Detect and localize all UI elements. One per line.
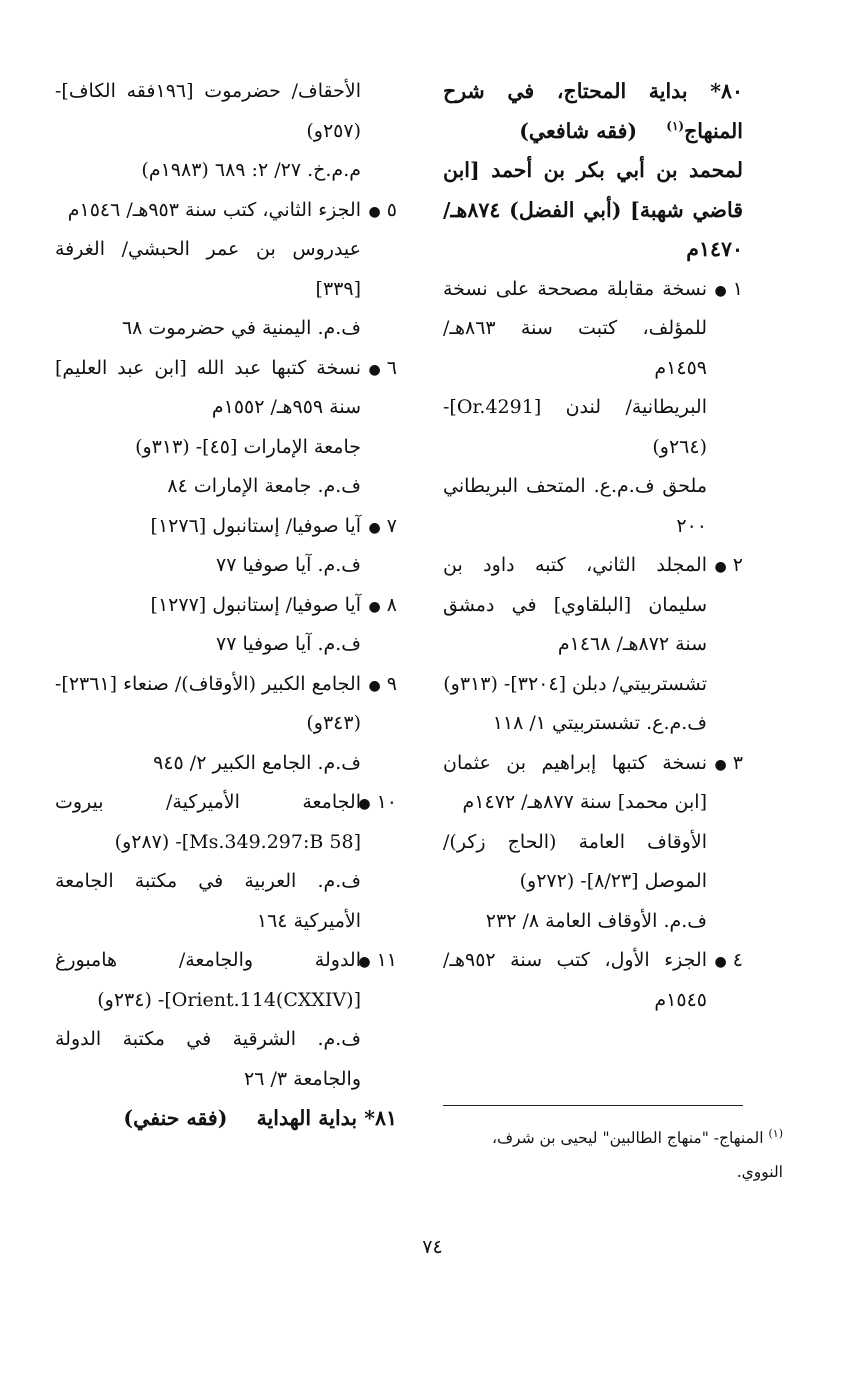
- item-catalogue-ref: ف.م. آيا صوفيا ٧٧: [216, 633, 361, 655]
- entry-81-subject: (فقه حنفي): [123, 1106, 228, 1130]
- item-description: الجزء الأول، كتب سنة ٩٥٢هـ/ ١٥٤٥م: [443, 949, 707, 1011]
- continued-location: الأحقاف/ حضرموت [١٩٦فقه الكاف]- (٢٥٧و): [55, 80, 361, 142]
- footnote: [443, 1117, 783, 1189]
- item-number: ٥ ●: [368, 198, 397, 221]
- item-location: البريطانية/ لندن [Or.4291]- (٢٦٤و): [443, 396, 707, 458]
- item-catalogue-ref: ف.م. الأوقاف العامة ٨/ ٢٣٢: [485, 909, 707, 932]
- bullet-icon: ●: [368, 519, 381, 536]
- item-number: ١٠ ●: [358, 791, 397, 813]
- item-description: نسخة كتبها إبراهيم بن عثمان [ابن محمد] سنة ٨٧٧هـ/ ١٤٧٢م: [443, 751, 707, 813]
- item-description: المجلد الثاني، كتبه داود بن سليمان [البلقاوي] في دمشق سنة ٨٧٢هـ/ ١٤٦٨م: [443, 554, 707, 655]
- bullet-icon: ●: [714, 756, 727, 773]
- item-catalogue-ref: ف.م. العربية في مكتبة الجامعة الأميركية ١٦٤: [55, 870, 361, 932]
- item-number: ٦ ●: [368, 356, 397, 379]
- item-catalogue-ref: ف.م. الشرقية في مكتبة الدولة والجامعة ٣/ ٢٦: [55, 1028, 361, 1090]
- item-catalogue-ref: ف.م. آيا صوفيا ٧٧: [216, 554, 361, 576]
- item-location: عيدروس بن عمر الحبشي/ الغرفة [٣٣٩]: [55, 238, 361, 300]
- manuscript-item-10: [55, 783, 397, 941]
- manuscript-item-2: [443, 546, 743, 744]
- item-number: ١١ ●: [358, 949, 397, 971]
- item-description: نسخة مقابلة مصححة على نسخة للمؤلف، كتبت سنة ٨٦٣هـ/ ١٤٥٩م: [443, 277, 707, 379]
- continued-catalogue-ref: م.م.خ. ٢٧/ ٢: ٦٨٩ (١٩٨٣م): [141, 159, 361, 181]
- item-catalogue-ref: ف.م. اليمنية في حضرموت ٦٨: [121, 317, 361, 339]
- footnote-divider: [443, 1105, 743, 1106]
- entry-81-heading: [55, 1099, 397, 1139]
- item-location: الدولة والجامعة/ هامبورغ [Orient.114(CXXIV)]- (٢٣٤و): [55, 949, 361, 1011]
- entry-81-title: ٨١* بداية الهداية: [256, 1106, 397, 1130]
- bullet-icon: ●: [714, 954, 727, 970]
- bullet-icon: ●: [714, 559, 727, 575]
- item-catalogue-ref: ف.م. الجامع الكبير ٢/ ٩٤٥: [153, 751, 361, 774]
- item-location: الجامع الكبير (الأوقاف)/ صنعاء [٢٣٦١]- (٣٤٣و): [54, 672, 361, 734]
- item-number: ٣ ●: [714, 751, 743, 774]
- bullet-icon: ●: [358, 796, 371, 812]
- page-number: ٧٤: [422, 1236, 443, 1258]
- manuscript-item-11: [55, 941, 397, 1099]
- item-number: ٩ ●: [368, 672, 397, 695]
- manuscript-item-8: [55, 586, 397, 665]
- manuscript-item-1: [443, 270, 743, 547]
- item-number: ٨ ●: [368, 593, 397, 616]
- item-number: ٧ ●: [368, 514, 397, 537]
- item-location: آيا صوفيا/ إستانبول [١٢٧٦]: [150, 514, 361, 537]
- entry-80-heading: [443, 72, 743, 151]
- manuscript-item-4: [443, 941, 743, 1020]
- footnote-mark: (١): [768, 1127, 783, 1140]
- item-catalogue-ref: ف.م.ع. تشستربيتي ١/ ١١٨: [492, 712, 707, 734]
- item-location: الجامعة الأميركية/ بيروت [Ms.349.297:B 58]- (٢٨٧و): [55, 791, 361, 853]
- entry-80-author: لمحمد بن أبي بكر بن أحمد [ابن قاضي شهبة] (أبي الفضل) ٨٧٤هـ/ ١٤٧٠م: [443, 158, 743, 261]
- bullet-icon: ●: [368, 598, 381, 615]
- footnote-reference[interactable]: (١): [666, 118, 685, 133]
- item-description: الجزء الثاني، كتب سنة ٩٥٣هـ/ ١٥٤٦م: [67, 198, 361, 221]
- manuscript-item-7: [55, 507, 397, 586]
- entry-80-title: ٨٠* بداية المحتاج، في شرح المنهاج: [443, 79, 743, 143]
- item-location: جامعة الإمارات [٤٥]- (٣١٣و): [135, 435, 361, 458]
- item-location: تشستربيتي/ دبلن [٣٢٠٤]- (٣١٣و): [443, 672, 707, 695]
- item-number: ٤ ●: [714, 949, 743, 971]
- right-column: [443, 72, 743, 1020]
- bullet-icon: ●: [714, 282, 727, 299]
- manuscript-item-5: [55, 191, 397, 349]
- item-description: نسخة كتبها عبد الله [ابن عبد العليم] سنة ٩٥٩هـ/ ١٥٥٢م: [55, 356, 361, 418]
- item-location: آيا صوفيا/ إستانبول [١٢٧٧]: [150, 593, 361, 616]
- left-column: [55, 72, 397, 1139]
- item-number: ٢ ●: [714, 554, 743, 576]
- entry-80-subject: (فقه شافعي): [519, 118, 638, 143]
- bullet-icon: ●: [358, 954, 371, 970]
- item-catalogue-ref: ملحق ف.م.ع. المتحف البريطاني ٢٠٠: [443, 475, 707, 537]
- bullet-icon: ●: [368, 361, 381, 378]
- manuscript-item-9: [55, 665, 397, 784]
- item-catalogue-ref: ف.م. جامعة الإمارات ٨٤: [167, 475, 361, 497]
- manuscript-item-6: [55, 349, 397, 507]
- manuscript-item-3: [443, 744, 743, 942]
- bullet-icon: ●: [368, 203, 381, 220]
- footnote-text: المنهاج- "منهاج الطالبين" ليحيى بن شرف، النووي.: [491, 1129, 783, 1182]
- bullet-icon: ●: [368, 677, 381, 694]
- item-number: ١ ●: [714, 277, 743, 300]
- item-location: الأوقاف العامة (الحاج زكر)/ الموصل [٨/٢٣]- (٢٧٢و): [443, 830, 707, 892]
